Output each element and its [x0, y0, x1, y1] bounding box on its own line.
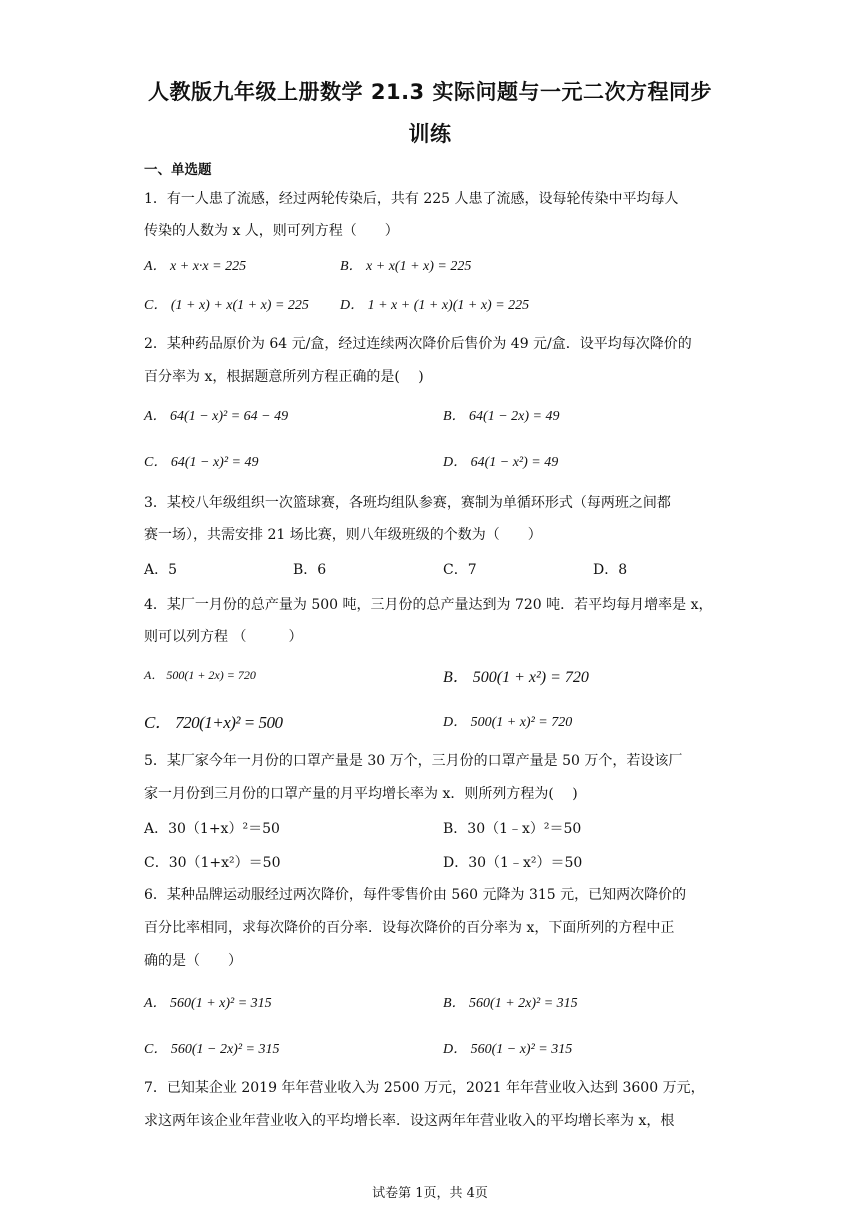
question-3-line-2: 赛一场），共需安排 21 场比赛，则八年级班级的个数为（ ）: [144, 527, 542, 543]
question-1-option-a: A． x + x·x = 225: [144, 259, 247, 274]
page-footer: 试卷第 1页，共 4页: [372, 1186, 488, 1201]
question-1-line-1: 1．有一人患了流感，经过两轮传染后，共有 225 人患了流感，设每轮传染中平均每人: [144, 191, 679, 207]
question-1-option-c: C． (1 + x) + x(1 + x) = 225: [144, 298, 309, 313]
question-3-option-a: A．5: [144, 562, 178, 578]
question-6-option-d: D． 560(1 − x)² = 315: [443, 1042, 573, 1057]
question-3-line-1: 3．某校八年级组织一次篮球赛，各班均组队参赛，赛制为单循环形式（每两班之间都: [144, 495, 671, 511]
question-2-option-c: C． 64(1 − x)² = 49: [144, 455, 259, 470]
question-2-line-1: 2．某种药品原价为 64 元/盒，经过连续两次降价后售价为 49 元/盒．设平均每次降价的: [144, 336, 692, 352]
question-4-option-a: A． 500(1 + 2x) = 720: [144, 668, 256, 682]
page-title-line-2: 训练: [408, 122, 452, 146]
section-heading: 一、单选题: [144, 162, 212, 178]
question-3-option-b: B．6: [293, 562, 327, 578]
question-2-line-2: 百分率为 x，根据题意所列方程正确的是( ): [144, 369, 424, 385]
question-4-option-d: D． 500(1 + x)² = 720: [443, 715, 573, 730]
question-5-line-1: 5．某厂家今年一月份的口罩产量是 30 万个，三月份的口罩产量是 50 万个，若设该厂: [144, 753, 683, 769]
question-6-line-2: 百分比率相同，求每次降价的百分率．设每次降价的百分率为 x，下面所列的方程中正: [144, 920, 675, 936]
question-6-option-c: C． 560(1 − 2x)² = 315: [144, 1042, 280, 1057]
question-5-option-c: C．30（1+x²）＝50: [144, 855, 281, 871]
question-5-option-a: A．30（1+x）²＝50: [144, 821, 280, 837]
question-2-option-b: B． 64(1 − 2x) = 49: [443, 409, 560, 424]
question-7-line-1: 7．已知某企业 2019 年年营业收入为 2500 万元，2021 年年营业收入达到 3600 万元，: [144, 1080, 705, 1096]
question-3-option-d: D．8: [593, 562, 628, 578]
question-5-line-2: 家一月份到三月份的口罩产量的月平均增长率为 x．则所列方程为( ): [144, 786, 578, 802]
question-6-line-3: 确的是（ ）: [144, 953, 242, 969]
page-title-line-1: 人教版九年级上册数学 21.3 实际问题与一元二次方程同步: [148, 80, 712, 104]
question-5-option-b: B．30（1﹣x）²＝50: [443, 821, 582, 837]
question-1-option-b: B． x + x(1 + x) = 225: [340, 259, 472, 274]
question-5-option-d: D．30（1﹣x²）＝50: [443, 855, 583, 871]
question-2-option-a: A． 64(1 − x)² = 64 − 49: [144, 409, 289, 424]
question-6-option-a: A． 560(1 + x)² = 315: [144, 996, 272, 1011]
question-4-option-b: B． 500(1 + x²) = 720: [443, 669, 589, 686]
question-6-option-b: B． 560(1 + 2x)² = 315: [443, 996, 578, 1011]
question-1-line-2: 传染的人数为 x 人，则可列方程（ ）: [144, 223, 399, 239]
question-1-option-d: D． 1 + x + (1 + x)(1 + x) = 225: [340, 298, 530, 313]
question-6-line-1: 6．某种品牌运动服经过两次降价，每件零售价由 560 元降为 315 元，已知两次降价的: [144, 887, 687, 903]
question-4-option-c: C． 720(1+x)² = 500: [144, 713, 283, 732]
question-2-option-d: D． 64(1 − x²) = 49: [443, 455, 559, 470]
question-4-line-1: 4．某厂一月份的总产量为 500 吨，三月份的总产量达到为 720 吨．若平均每月增率是 x，: [144, 597, 713, 613]
question-3-option-c: C．7: [443, 562, 477, 578]
question-4-line-2: 则可以列方程 （ ）: [144, 629, 303, 645]
question-7-line-2: 求这两年该企业年营业收入的平均增长率．设这两年年营业收入的平均增长率为 x，根: [144, 1113, 675, 1129]
